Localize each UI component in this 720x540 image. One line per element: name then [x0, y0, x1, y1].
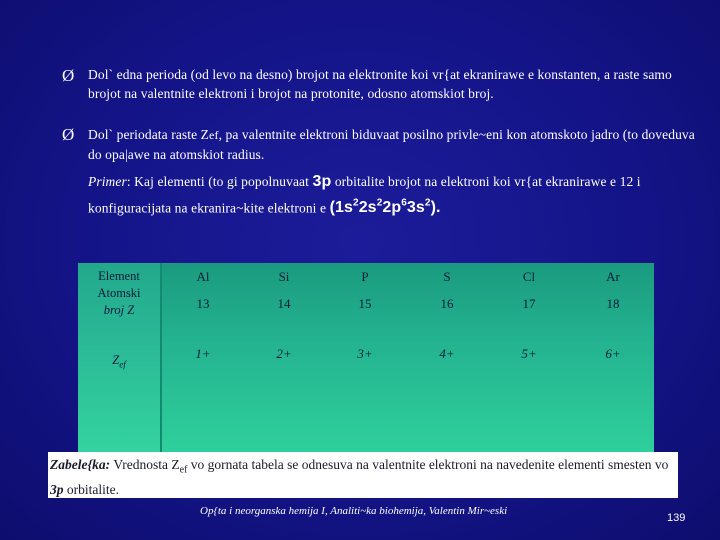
element-p: P: [361, 269, 369, 284]
element-s: S: [443, 269, 451, 284]
atomic-number-p: 15: [358, 296, 372, 311]
bullet-text-2: Dol` periodata raste Zef, pa valentnite elektroni biduvaat posilno privle~eni kon atomskoto jadro (to doveduva do opa|awe na atomskiot radius.: [88, 127, 695, 162]
element-cl: Cl: [522, 269, 536, 284]
atomic-number-s: 16: [440, 296, 454, 311]
orbital-3p: 3p: [312, 173, 332, 190]
zef-p: 3+: [357, 346, 373, 361]
header-element-label: Element: [98, 269, 140, 283]
zef-label: $Z_{ef}$: [112, 353, 126, 370]
element-ar: Ar: [606, 269, 620, 284]
example-paragraph: Primer: Kaj elementi (to gi popolnuvaat 3p orbitalite brojot na elektroni koi vr{at ekranirawe e 12 i konfiguracijata na ekranira~kite elektroni e $(1s^22s^22p^63s^2)$.: [88, 173, 641, 217]
bullet-marker-2: Ø: [62, 125, 75, 144]
header-atomic-label: Atomski: [97, 286, 141, 300]
electron-configuration: $(1s^22s^22p^63s^2)$.: [329, 198, 441, 217]
zef-cl: 5+: [521, 346, 537, 361]
element-si: Si: [278, 269, 290, 284]
zef-s: 4+: [439, 346, 455, 361]
bullet-text-1: Dol` edna perioda (od levo na desno) brojot na elektronite koi vr{at ekranirawe e konstanten, a raste samo brojot na valentnite elektroni i brojot na protonite, odosno atomskiot broj.: [88, 67, 672, 101]
element-al: Al: [196, 269, 210, 284]
zef-ar: 6+: [605, 346, 621, 361]
atomic-number-ar: 18: [606, 296, 620, 311]
zef-si: 2+: [276, 346, 292, 361]
bullet-marker-1: Ø: [62, 66, 75, 85]
atomic-number-cl: 17: [522, 296, 536, 311]
page-number: 139: [667, 512, 686, 524]
atomic-number-si: 14: [277, 296, 291, 311]
note-box: Zabele{ka: Vrednosta $Z_{ef}$ vo gornata tabela se odnesuva na valentnite elektroni na navedenite elementi smesten vo 3p orbitalite.: [48, 452, 678, 498]
header-number-label: broj Z: [103, 303, 135, 317]
note-label: Zabele{ka:: [50, 457, 111, 472]
footer-citation: Op{ta i neorganska hemija I, Analiti~ka biohemija, Valentin Mir~eski: [200, 505, 508, 517]
example-label: Primer: [88, 174, 127, 189]
atomic-number-al: 13: [196, 296, 210, 311]
zef-al: 1+: [195, 346, 211, 361]
